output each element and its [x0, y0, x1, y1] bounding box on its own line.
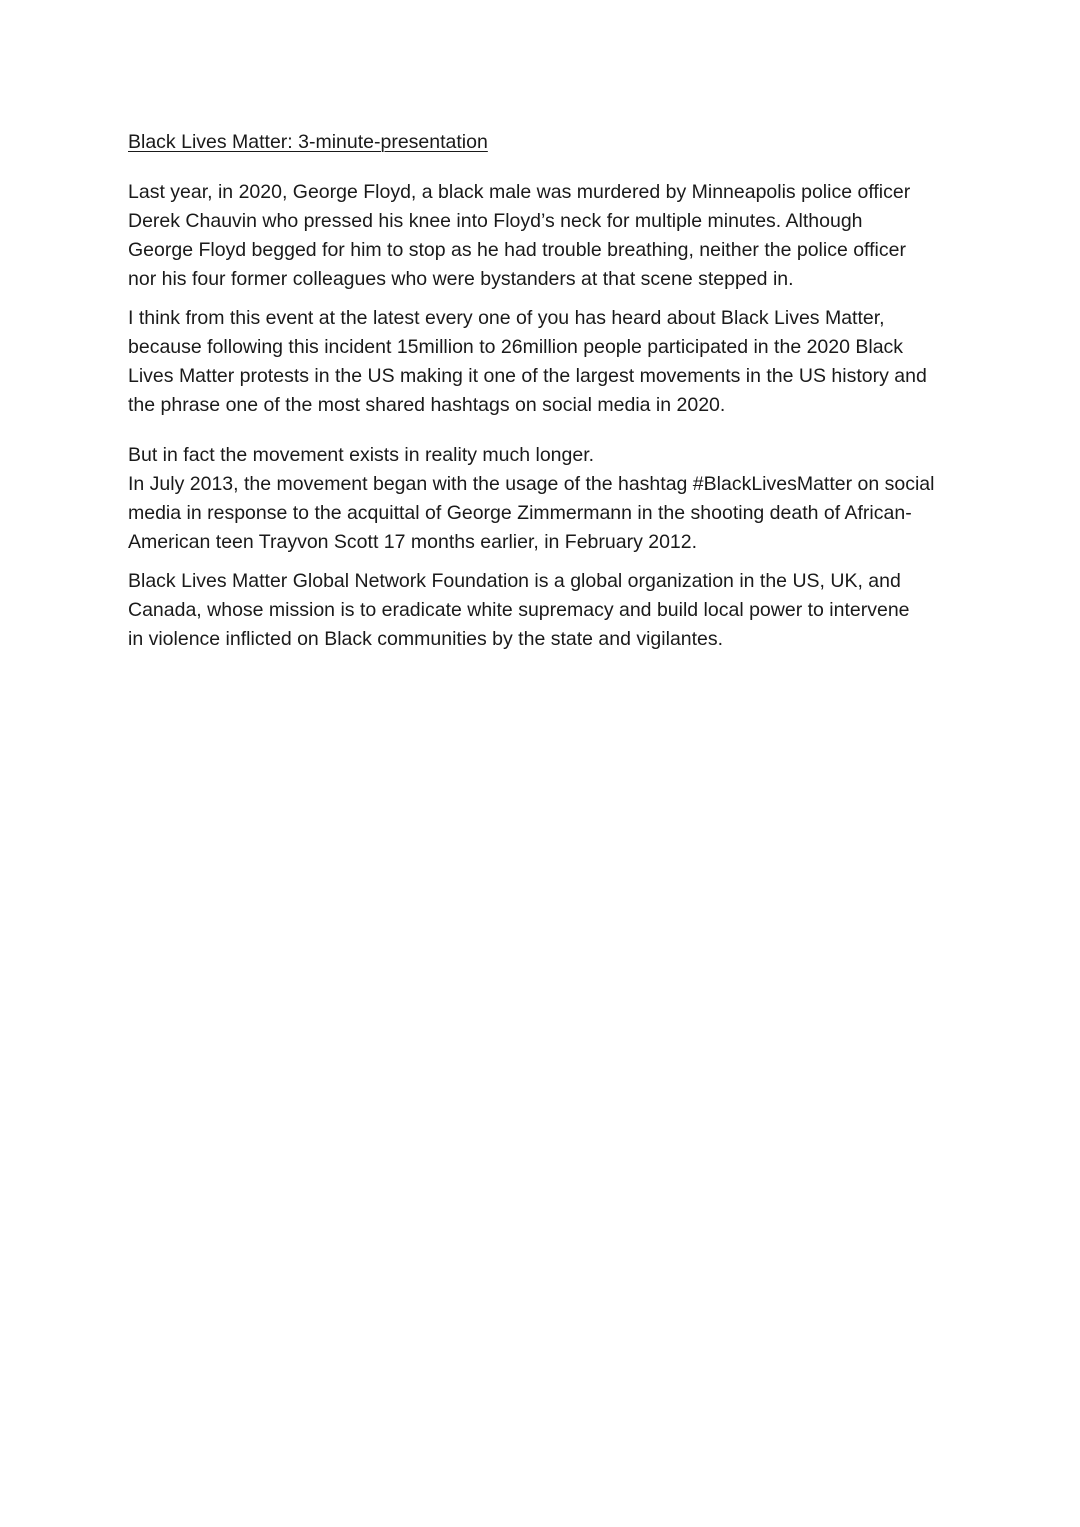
paragraph-line: In July 2013, the movement began with the usage of the hashtag #BlackLivesMatter on social [128, 473, 935, 495]
paragraph-line: in violence inflicted on Black communities by the state and vigilantes. [128, 628, 724, 650]
paragraph-line: Lives Matter protests in the US making it one of the largest movements in the US history and [128, 365, 927, 387]
paragraph-line: media in response to the acquittal of George Zimmermann in the shooting death of African- [128, 502, 912, 524]
paragraph-line: because following this incident 15million to 26million people participated in the 2020 Black [128, 336, 904, 358]
paragraph-george-floyd [128, 178, 958, 294]
paragraph-line: Canada, whose mission is to eradicate white supremacy and build local power to intervene [128, 599, 910, 621]
document-title: Black Lives Matter: 3-minute-presentation [128, 131, 488, 153]
paragraph-line: American teen Trayvon Scott 17 months earlier, in February 2012. [128, 531, 698, 553]
paragraph-hashtag-origin [128, 470, 958, 557]
paragraph-line: George Floyd begged for him to stop as he had trouble breathing, neither the police officer [128, 239, 906, 261]
paragraph-movement-history [128, 441, 958, 470]
paragraph-line: I think from this event at the latest every one of you has heard about Black Lives Matter, [128, 307, 885, 329]
paragraph-line: But in fact the movement exists in reality much longer. [128, 444, 595, 466]
paragraph-line: Last year, in 2020, George Floyd, a black male was murdered by Minneapolis police officer [128, 181, 911, 203]
paragraph-line: nor his four former colleagues who were bystanders at that scene stepped in. [128, 268, 794, 290]
paragraph-protests [128, 304, 958, 420]
paragraph-foundation [128, 567, 958, 654]
document-body [128, 128, 958, 654]
paragraph-line: the phrase one of the most shared hashtags on social media in 2020. [128, 394, 726, 416]
paragraph-line: Black Lives Matter Global Network Foundation is a global organization in the US, UK, and [128, 570, 901, 592]
paragraph-line: Derek Chauvin who pressed his knee into Floyd’s neck for multiple minutes. Although [128, 210, 863, 232]
